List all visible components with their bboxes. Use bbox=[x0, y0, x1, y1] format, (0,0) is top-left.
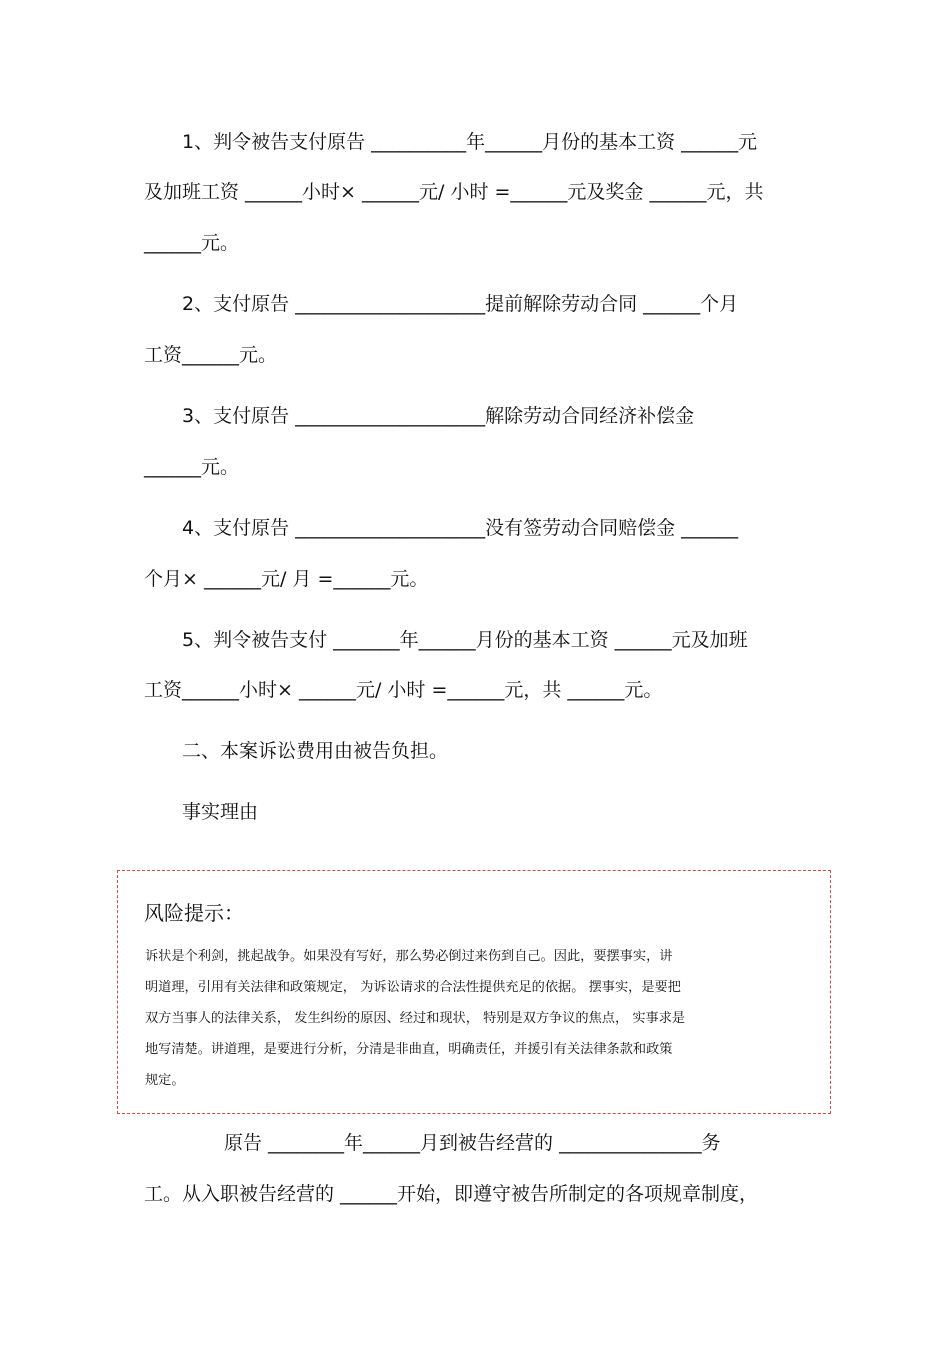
claim-5-line-2: 工资______小时× ______元/ 小时 =______元，共 ______元。 bbox=[144, 679, 663, 701]
facts-heading: 事实理由 bbox=[182, 801, 259, 823]
claim-3-line-2: ______元。 bbox=[144, 456, 240, 478]
claim-2-line-2: 工资______元。 bbox=[144, 344, 278, 366]
claim-3-line-1: 3、支付原告 ____________________解除劳动合同经济补偿金 bbox=[182, 405, 695, 427]
claim-1-line-2: 及加班工资 ______小时× ______元/ 小时 =______元及奖金 ______元，共 bbox=[144, 181, 764, 203]
claim-1-line-3: ______元。 bbox=[144, 232, 240, 254]
risk-notice-title: 风险提示： bbox=[144, 901, 244, 925]
facts-line-2: 工。从入职被告经营的 ______开始，即遵守被告所制定的各项规章制度， bbox=[144, 1183, 759, 1205]
litigation-cost-line: 二、本案诉讼费用由被告负担。 bbox=[182, 740, 449, 762]
risk-notice-box bbox=[117, 870, 831, 1114]
claim-4-line-1: 4、支付原告 ____________________没有签劳动合同赔偿金 ______ bbox=[182, 517, 739, 539]
risk-notice-line: 双方当事人的法律关系， 发生纠纷的原因、经过和现状， 特别是双方争议的焦点， 实事求是 bbox=[145, 1011, 686, 1026]
risk-notice-line: 明道理，引用有关法律和政策规定， 为诉讼请求的合法性提供充足的依据。 摆事实，是要把 bbox=[145, 980, 681, 995]
risk-notice-line: 规定。 bbox=[145, 1073, 185, 1088]
risk-notice-line: 诉状是个利剑，挑起战争。如果没有写好，那么势必倒过来伤到自己。因此，要摆事实，讲 bbox=[145, 949, 673, 964]
claim-2-line-1: 2、支付原告 ____________________提前解除劳动合同 ______个月 bbox=[182, 293, 739, 315]
claim-4-line-2: 个月× ______元/ 月 =______元。 bbox=[144, 568, 429, 590]
claim-5-line-1: 5、判令被告支付 _______年______月份的基本工资 ______元及加班 bbox=[182, 629, 748, 651]
risk-notice-line: 地写清楚。讲道理，是要进行分析，分清是非曲直，明确责任，并援引有关法律条款和政策 bbox=[145, 1042, 673, 1057]
claim-1-line-1: 1、判令被告支付原告 __________年______月份的基本工资 ______元 bbox=[182, 131, 758, 153]
facts-line-1: 原告 ________年______月到被告经营的 _______________务 bbox=[224, 1132, 721, 1154]
